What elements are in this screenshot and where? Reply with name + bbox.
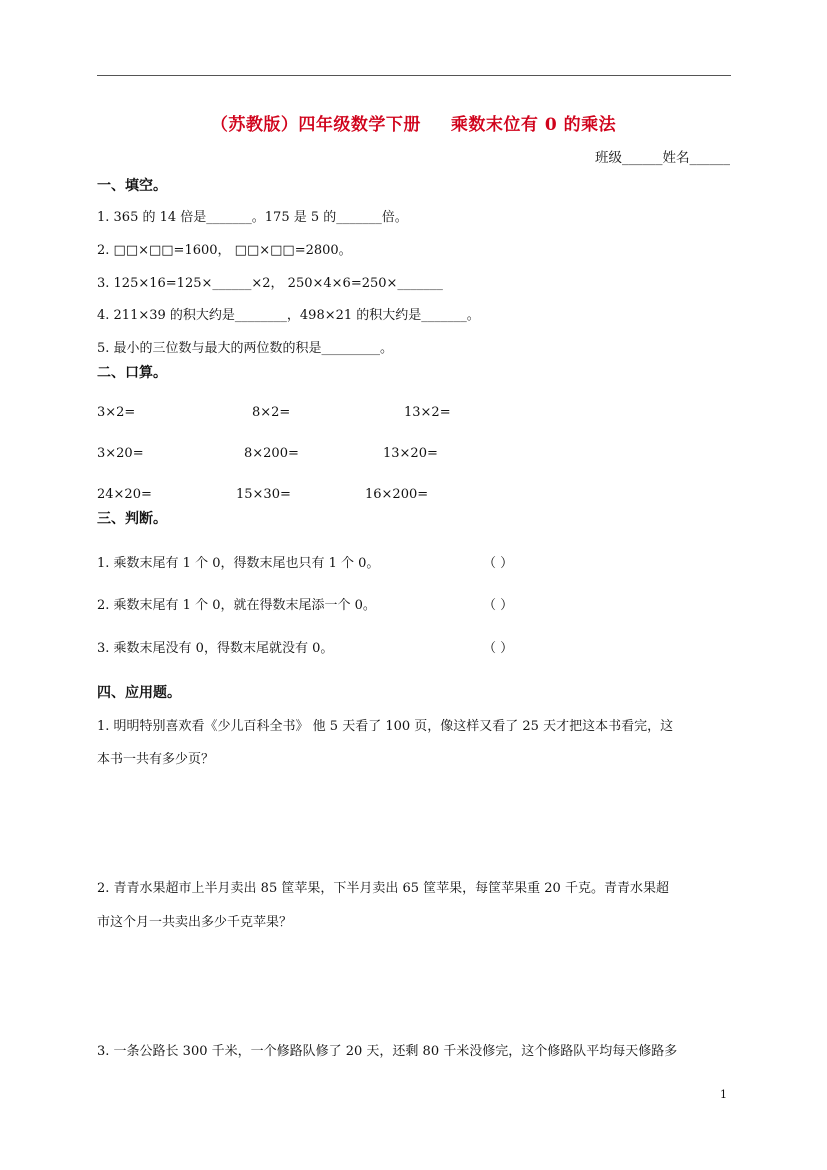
judge-item-3: 3. 乘数末尾没有 0，得数末尾就没有 0。 — [97, 641, 334, 656]
judge-item-1: 1. 乘数末尾有 1 个 0，得数末尾也只有 1 个 0。 — [97, 556, 380, 571]
oral-cell: 13×20= — [383, 446, 438, 461]
oral-cell: 15×30= — [236, 487, 291, 502]
oral-cell: 8×200= — [244, 446, 299, 461]
title-part2: 乘数末位有 0 的乘法 — [450, 115, 617, 135]
problem-3-line-1: 3. 一条公路长 300 千米，一个修路队修了 20 天，还剩 80 千米没修完，这个修路队平均每天修路多 — [97, 1044, 678, 1059]
section-fill-heading: 一、填空。 — [97, 178, 167, 194]
oral-cell: 24×20= — [97, 487, 152, 502]
problem-2-line-2: 市这个月一共卖出多少千克苹果？ — [97, 915, 293, 930]
fill-item-4: 4. 211×39 的积大约是________，498×21 的积大约是_______。 — [97, 308, 480, 323]
class-name-line: 班级______姓名______ — [595, 150, 730, 166]
oral-cell: 16×200= — [365, 487, 429, 502]
fill-item-2: 2. □□×□□=1600， □□×□□=2800。 — [97, 243, 352, 258]
oral-cell: 3×2= — [97, 405, 136, 420]
oral-cell: 3×20= — [97, 446, 144, 461]
page-number: 1 — [720, 1088, 727, 1101]
section-apply-heading: 四、应用题。 — [97, 685, 181, 701]
oral-cell: 8×2= — [252, 405, 291, 420]
fill-item-1: 1. 365 的 14 倍是_______。175 是 5 的_______倍。 — [97, 210, 408, 225]
title-part1: （苏教版）四年级数学下册 — [210, 115, 421, 135]
header-rule — [97, 75, 731, 76]
page-title — [0, 110, 827, 135]
section-judge-heading: 三、判断。 — [97, 511, 167, 527]
oral-cell: 13×2= — [404, 405, 451, 420]
problem-2-line-1: 2. 青青水果超市上半月卖出 85 筐苹果，下半月卖出 65 筐苹果，每筐苹果重 20 千克。青青水果超 — [97, 881, 669, 896]
fill-item-3: 3. 125×16=125×______×2， 250×4×6=250×_______ — [97, 276, 443, 291]
judge-answer-parens-2: （ ） — [483, 598, 514, 613]
section-oral-heading: 二、口算。 — [97, 365, 167, 381]
judge-answer-parens-1: （ ） — [483, 556, 514, 571]
problem-1-line-2: 本书一共有多少页？ — [97, 752, 215, 767]
judge-item-2: 2. 乘数末尾有 1 个 0，就在得数末尾添一个 0。 — [97, 598, 376, 613]
problem-1-line-1: 1. 明明特别喜欢看《少儿百科全书》 他 5 天看了 100 页，像这样又看了 25 天才把这本书看完，这 — [97, 719, 674, 734]
fill-item-5: 5. 最小的三位数与最大的两位数的积是_________。 — [97, 341, 394, 356]
judge-answer-parens-3: （ ） — [483, 641, 514, 656]
